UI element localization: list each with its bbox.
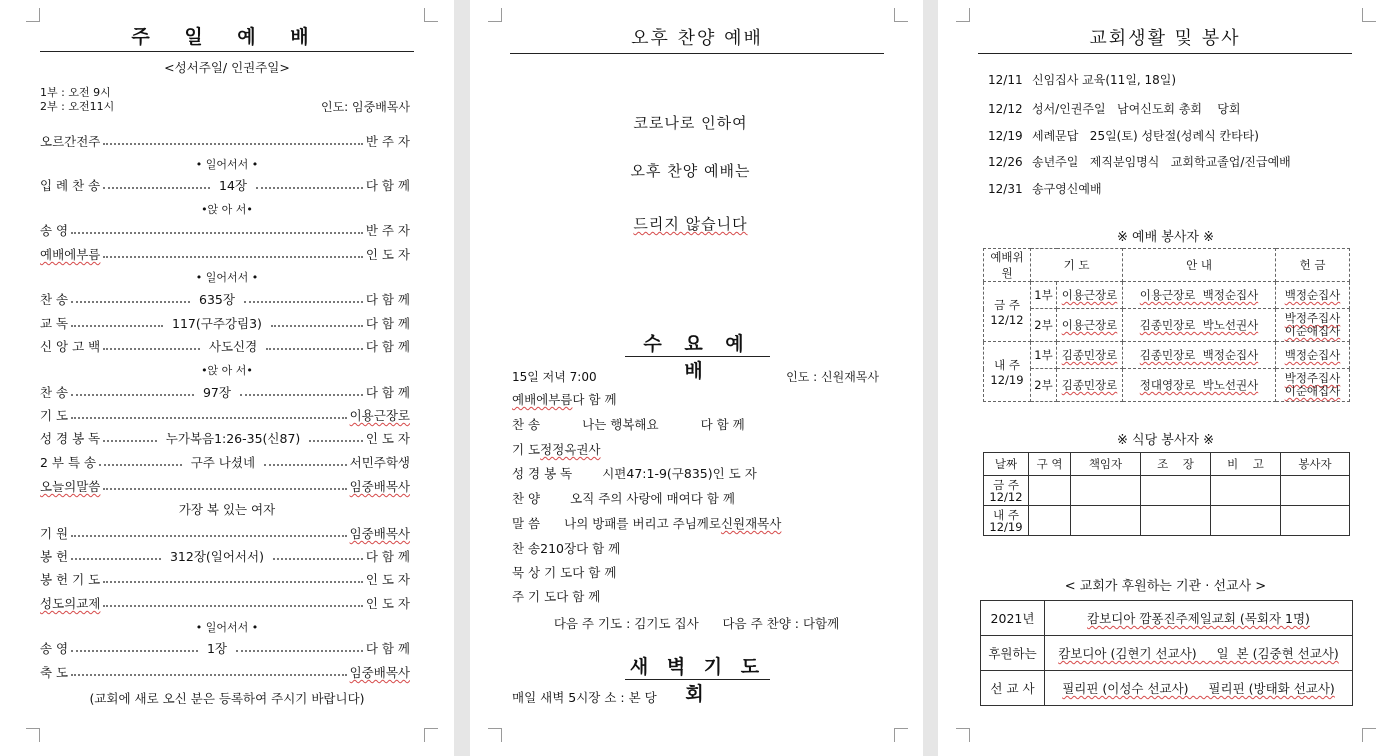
table-row: 2부 이용근장로 김종민장로 박노선권사 박정주집사 이순애집사 xyxy=(984,309,1350,342)
table-row: 금 주 12/12 1부 이용근장로 이용근장로 백정순집사 백정순집사 xyxy=(984,282,1350,309)
sit-note: •앉 아 서• xyxy=(201,203,253,216)
calendar-item: 12/12 성서/인권주일 남여신도회 총회 당회 xyxy=(988,102,1241,116)
service-time-1: 1부 : 오전 9시 xyxy=(40,86,111,99)
sermon-title: 가장 복 있는 여자 xyxy=(178,502,276,517)
title-rule xyxy=(510,53,884,54)
page-sunday-worship xyxy=(0,0,454,756)
order-item: 성 경 봉 독 누가복음1:26-35(신87) 인 도 자 xyxy=(40,431,411,446)
title-rule xyxy=(978,53,1352,54)
table-row: 2부 김종민장로 정대영장로 박노선권사 박정주집사 이순애집사 xyxy=(984,369,1350,402)
calendar-item: 12/11 신임집사 교육(11일, 18일) xyxy=(988,73,1177,87)
col-header: 헌 금 xyxy=(1276,249,1350,282)
table-row: 내 주 12/19 1부 김종민장로 김종민장로 백정순집사 백정순집사 xyxy=(984,342,1350,369)
week-cell: 내 주 12/19 xyxy=(984,342,1031,402)
order-item: 기 원 임중배목사 xyxy=(40,526,410,541)
order-item: 2 부 특 송 구주 나셨네 서민주학생 xyxy=(40,455,411,470)
crop-mark xyxy=(956,8,970,22)
order-item: 찬 송 635장 다 함 께 xyxy=(40,292,410,307)
order-item: 기 도 이용근장로 xyxy=(40,408,410,423)
dawn-prayer-title: 새 벽 기 도 회 xyxy=(629,656,766,705)
wed-order-item: 기 도 정정옥권사 xyxy=(512,442,601,457)
notice-line: 드리지 않습니다 xyxy=(633,215,748,233)
order-item: 성도의교제 인 도 자 xyxy=(40,596,410,611)
service-time-2: 2부 : 오전11시 xyxy=(40,100,115,113)
wednesday-leader: 인도 : 신원재목사 xyxy=(786,370,879,384)
col-header: 예배위원 xyxy=(984,249,1031,282)
notice-line: 오후 찬양 예배는 xyxy=(630,162,751,180)
title-rule xyxy=(40,51,414,52)
order-item: 예배에부름 인 도 자 xyxy=(40,247,410,262)
page-title: 교회생활 및 봉사 xyxy=(1089,28,1241,49)
order-item: 교 독 117(구주강림3) 다 함 께 xyxy=(40,316,410,331)
subtitle: <성서주일/ 인권주일> xyxy=(164,60,290,75)
order-item: 송 영 1장 다 함 께 xyxy=(40,641,410,656)
page-title: 주 일 예 배 xyxy=(131,26,323,48)
dawn-prayer-row: 매일 새벽 5시 장 소 : 본 당 xyxy=(512,690,657,705)
worship-staff-table xyxy=(983,248,1350,402)
order-item: 찬 송 97장 다 함 께 xyxy=(40,385,411,400)
table-row xyxy=(984,506,1350,536)
sit-note: •앉 아 서• xyxy=(201,364,253,377)
kitchen-staff-table: 날짜 구 역 책임자 조 장 비 고 봉사자 금 주 12/12 내 주 12/19 xyxy=(983,452,1350,536)
crop-mark xyxy=(894,8,908,22)
order-item: 축 도 임중배목사 xyxy=(40,665,410,680)
notice-line: 코로나로 인하여 xyxy=(633,114,748,132)
crop-mark xyxy=(956,728,970,742)
wed-order-item: 찬 송 210장 다 함 께 xyxy=(512,541,621,556)
order-item: 송 영 반 주 자 xyxy=(40,223,410,238)
order-item: 봉 헌 312장(일어서서) 다 함 께 xyxy=(40,549,410,564)
crop-mark xyxy=(1362,8,1376,22)
wed-order-item: 묵 상 기 도 다 함 께 xyxy=(512,565,617,580)
stand-note: • 일어서서 • xyxy=(195,621,259,634)
wednesday-title: 수 요 예 배 xyxy=(643,333,752,382)
worship-staff-title: ※ 예배 봉사자 ※ xyxy=(1117,230,1214,245)
calendar-item: 12/26 송년주일 제직분임명식 교회학교졸업/진급예배 xyxy=(988,155,1291,169)
page-title: 오후 찬양 예배 xyxy=(631,28,763,49)
wed-order-item: 찬 양 오직 주의 사랑에 매여 다 함 께 xyxy=(512,491,735,506)
order-item: 오늘의말씀 임중배목사 xyxy=(40,479,410,494)
service-leader: 인도: 임중배목사 xyxy=(320,100,410,114)
crop-mark xyxy=(424,728,438,742)
crop-mark xyxy=(488,8,502,22)
date-cell: 내 주 12/19 xyxy=(984,506,1029,536)
kitchen-staff-title: ※ 식당 봉사자 ※ xyxy=(1117,433,1214,448)
col-header: 기 도 xyxy=(1031,249,1123,282)
wed-order-item: 성 경 봉 독 시편47:1-9(구835) 인 도 자 xyxy=(512,466,757,481)
order-item: 오르간전주 반 주 자 xyxy=(40,134,410,149)
title-rule xyxy=(625,356,770,357)
wed-order-item: 주 기 도 다 함 께 xyxy=(512,589,601,604)
table-row xyxy=(984,476,1350,506)
wednesday-time: 15일 저녁 7:00 xyxy=(512,370,597,384)
calendar-item: 12/19 세례문답 25일(토) 성탄절(성례식 칸타타) xyxy=(988,129,1259,143)
crop-mark xyxy=(488,728,502,742)
crop-mark xyxy=(424,8,438,22)
newcomer-note: (교회에 새로 오신 분은 등록하여 주시기 바랍니다) xyxy=(89,691,365,706)
support-title: < 교회가 후원하는 기관 · 선교사 > xyxy=(1064,579,1267,594)
wed-order-item: 말 씀 나의 방패를 버리고 주님께로 신원재목사 xyxy=(512,516,782,531)
calendar-item: 12/31 송구영신예배 xyxy=(988,182,1102,196)
crop-mark xyxy=(1362,728,1376,742)
wed-order-item: 찬 송 나는 행복해요 다 함 께 xyxy=(512,417,745,432)
next-week-note: 다음 주 기도 : 김기도 집사 다음 주 찬양 : 다함께 xyxy=(553,616,840,631)
order-item: 봉 헌 기 도 인 도 자 xyxy=(40,572,410,587)
title-rule xyxy=(625,679,770,680)
date-cell: 금 주 12/12 xyxy=(984,476,1029,506)
stand-note: • 일어서서 • xyxy=(195,158,259,171)
crop-mark xyxy=(894,728,908,742)
col-header: 안 내 xyxy=(1123,249,1276,282)
support-table: 2021년 캄보디아 깜퐁진주제일교회 (목회자 1명) 후원하는 캄보디아 (김현기 선교사) 일 본 (김중현 선교사) 선 교 사 필리핀 (이성수 선교사) 필리핀 (방태화 선교사) xyxy=(980,600,1353,706)
week-cell: 금 주 12/12 xyxy=(984,282,1031,342)
order-item: 입 례 찬 송 14장 다 함 께 xyxy=(40,178,410,193)
wed-order-item: 예배에부름 다 함 께 xyxy=(512,392,617,407)
crop-mark xyxy=(26,8,40,22)
crop-mark xyxy=(26,728,40,742)
stand-note: • 일어서서 • xyxy=(195,271,259,284)
page-afternoon-worship xyxy=(470,0,923,756)
order-item: 신 앙 고 백 사도신경 다 함 께 xyxy=(40,339,411,354)
